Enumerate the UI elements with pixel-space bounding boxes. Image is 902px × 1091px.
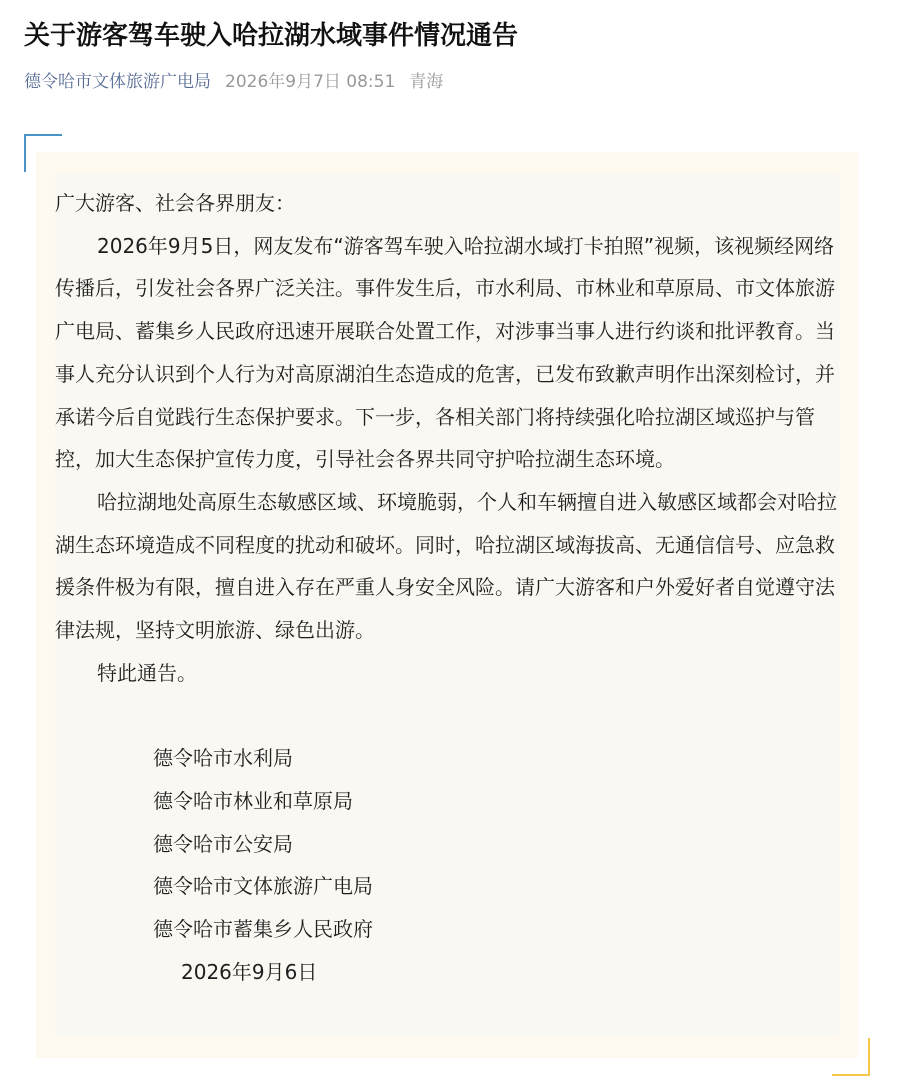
decorative-corner-bottom-right [832, 1038, 870, 1076]
signatory-forestry-bureau: 德令哈市林业和草原局 [153, 788, 353, 813]
notice-paragraph: 2026年9月5日，网友发布“游客驾车驶入哈拉湖水域打卡拍照”视频，该视频经网络传播后，引发社会各界广泛关注。事件发生后，市水利局、市林业和草原局、市文体旅游广电局、蓄集乡人民政府迅速开展联合处置工作，对涉事当事人进行约谈和批评教育。当事人充分认识到个人行为对高原湖泊生态造成的危害，已发布致歉声明作出深刻检讨，并承诺今后自觉践行生态保护要求。下一步，各相关部门将持续强化哈拉湖区域巡护与管控，加大生态保护宣传力度，引导社会各界共同守护哈拉湖生态环境。 [55, 233, 835, 472]
signatory-water-bureau: 德令哈市水利局 [153, 746, 293, 771]
notice-body [55, 182, 841, 993]
article-title: 关于游客驾车驶入哈拉湖水域事件情况通告 [24, 21, 519, 51]
publish-region: 青海 [409, 72, 444, 92]
signatory-culture-tourism-bureau: 德令哈市文体旅游广电局 [153, 874, 373, 899]
notice-date: 2026年9月6日 [181, 959, 318, 984]
signatory-township-government: 德令哈市蓄集乡人民政府 [153, 916, 373, 941]
publish-time: 2026年9月7日 08:51 [225, 72, 396, 92]
signatory-public-security-bureau: 德令哈市公安局 [153, 831, 293, 856]
article-meta [24, 68, 443, 96]
author-link[interactable]: 德令哈市文体旅游广电局 [24, 72, 211, 92]
notice-closing: 特此通告。 [97, 660, 197, 685]
notice-paragraph: 哈拉湖地处高原生态敏感区域、环境脆弱，个人和车辆擅自进入敏感区域都会对哈拉湖生态环境造成不同程度的扰动和破坏。同时，哈拉湖区域海拔高、无通信信号、应急救援条件极为有限，擅自进入存在严重人身安全风险。请广大游客和户外爱好者自觉遵守法律法规，坚持文明旅游、绿色出游。 [55, 489, 837, 643]
spacer [55, 694, 841, 737]
notice-salutation: 广大游客、社会各界朋友： [55, 191, 295, 215]
